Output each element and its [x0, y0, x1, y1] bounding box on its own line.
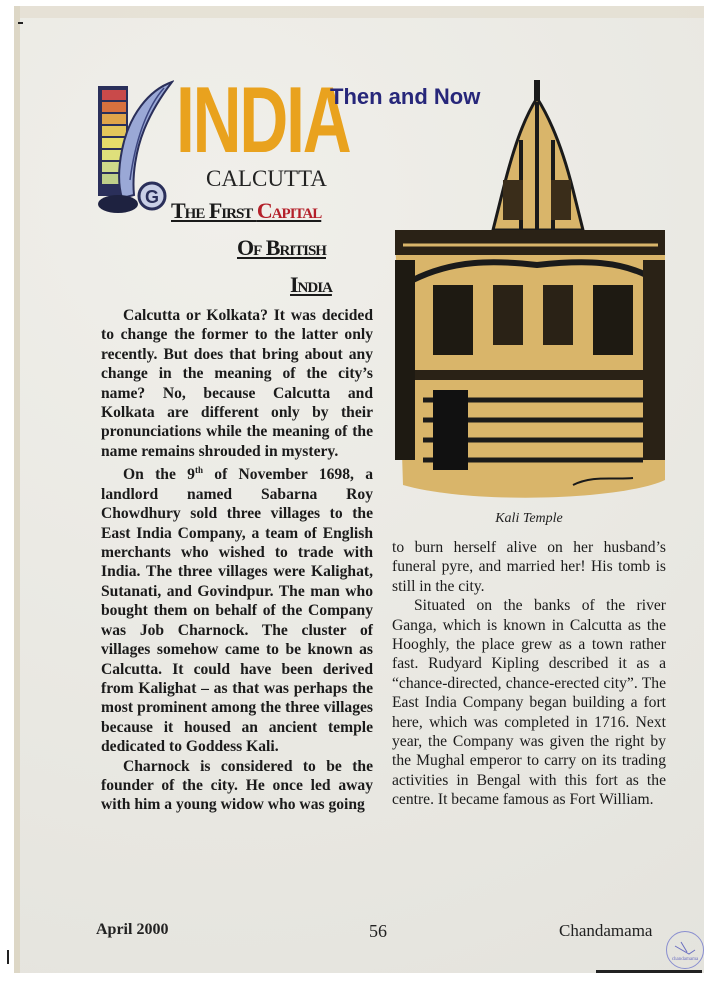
- page-bottom-edge: [596, 970, 702, 973]
- page-left-edge: [14, 6, 20, 973]
- article-subtitle-line-1: [171, 198, 321, 224]
- right-column: [392, 538, 666, 810]
- kali-temple-image: [393, 80, 667, 506]
- subtitle-text: The First: [171, 198, 257, 223]
- paragraph: to burn herself alive on her husband’s funeral pyre, and married her! His tomb is still in the city.: [392, 539, 666, 595]
- stamp-text: chandamama: [671, 957, 699, 962]
- chandamama-stamp-icon: [666, 931, 704, 969]
- article-title: CALCUTTA: [206, 166, 327, 191]
- left-column: [101, 306, 373, 815]
- scan-mark: [7, 950, 9, 964]
- paragraph: Calcutta or Kolkata? It was decided to change the former to the latter only recently. But does that bring about any change in the meaning of the city’s name? No, because Calcutta and Kolkata are different only by their pronunciations while the meaning of the name remains shrouded in mystery.: [101, 307, 373, 460]
- magazine-name: Chandamama: [559, 921, 653, 940]
- paragraph: On the 9th of November 1698, a landlord named Sabarna Roy Chowdhury sold three villages to the East India Company, a team of English merchants who wished to trade with India. The three villages were Kalighat, Sutanati, and Govindpur. The man who bought them on behalf of the Company was Job Charnock. The cluster of villages somehow came to be known as Calcutta. It could have been derived from Kalighat – as that was perhaps the most prominent among the three villages because it housed an ancient temple dedicated to Goddess Kali.: [101, 465, 374, 756]
- footer-date: April 2000: [96, 921, 169, 938]
- scan-mark: [18, 22, 23, 24]
- quill-logo-icon: [94, 80, 174, 215]
- page-number: 56: [369, 921, 387, 941]
- article-subtitle-line-3: India: [290, 272, 332, 297]
- paragraph: Situated on the banks of the river Ganga, which is known in Calcutta as the Hooghly, the place grew as a town rather fast. Rudyard Kipling described it as a “chance-directed, chance-erected city”. The East India Company began building a fort here, which was completed in 1716. Next year, the Company was given the right by the Mughal emperor to carry on its trading activities in Bengal with this fort as the centre. It became famous as Fort William.: [392, 597, 666, 809]
- paragraph: Charnock is considered to be the founder of the city. He once led away with him a young widow who was going: [101, 757, 373, 814]
- subtitle-highlight: Capital: [256, 198, 322, 223]
- logo-word-india: INDIA: [176, 67, 350, 172]
- stamp-drawing-icon: [667, 932, 703, 968]
- series-title: Then and Now: [330, 84, 481, 109]
- svg-text:G: G: [145, 187, 160, 207]
- article-subtitle-line-2: Of British: [237, 235, 326, 260]
- image-caption: Kali Temple: [495, 511, 563, 526]
- page-top-strip: [14, 6, 704, 18]
